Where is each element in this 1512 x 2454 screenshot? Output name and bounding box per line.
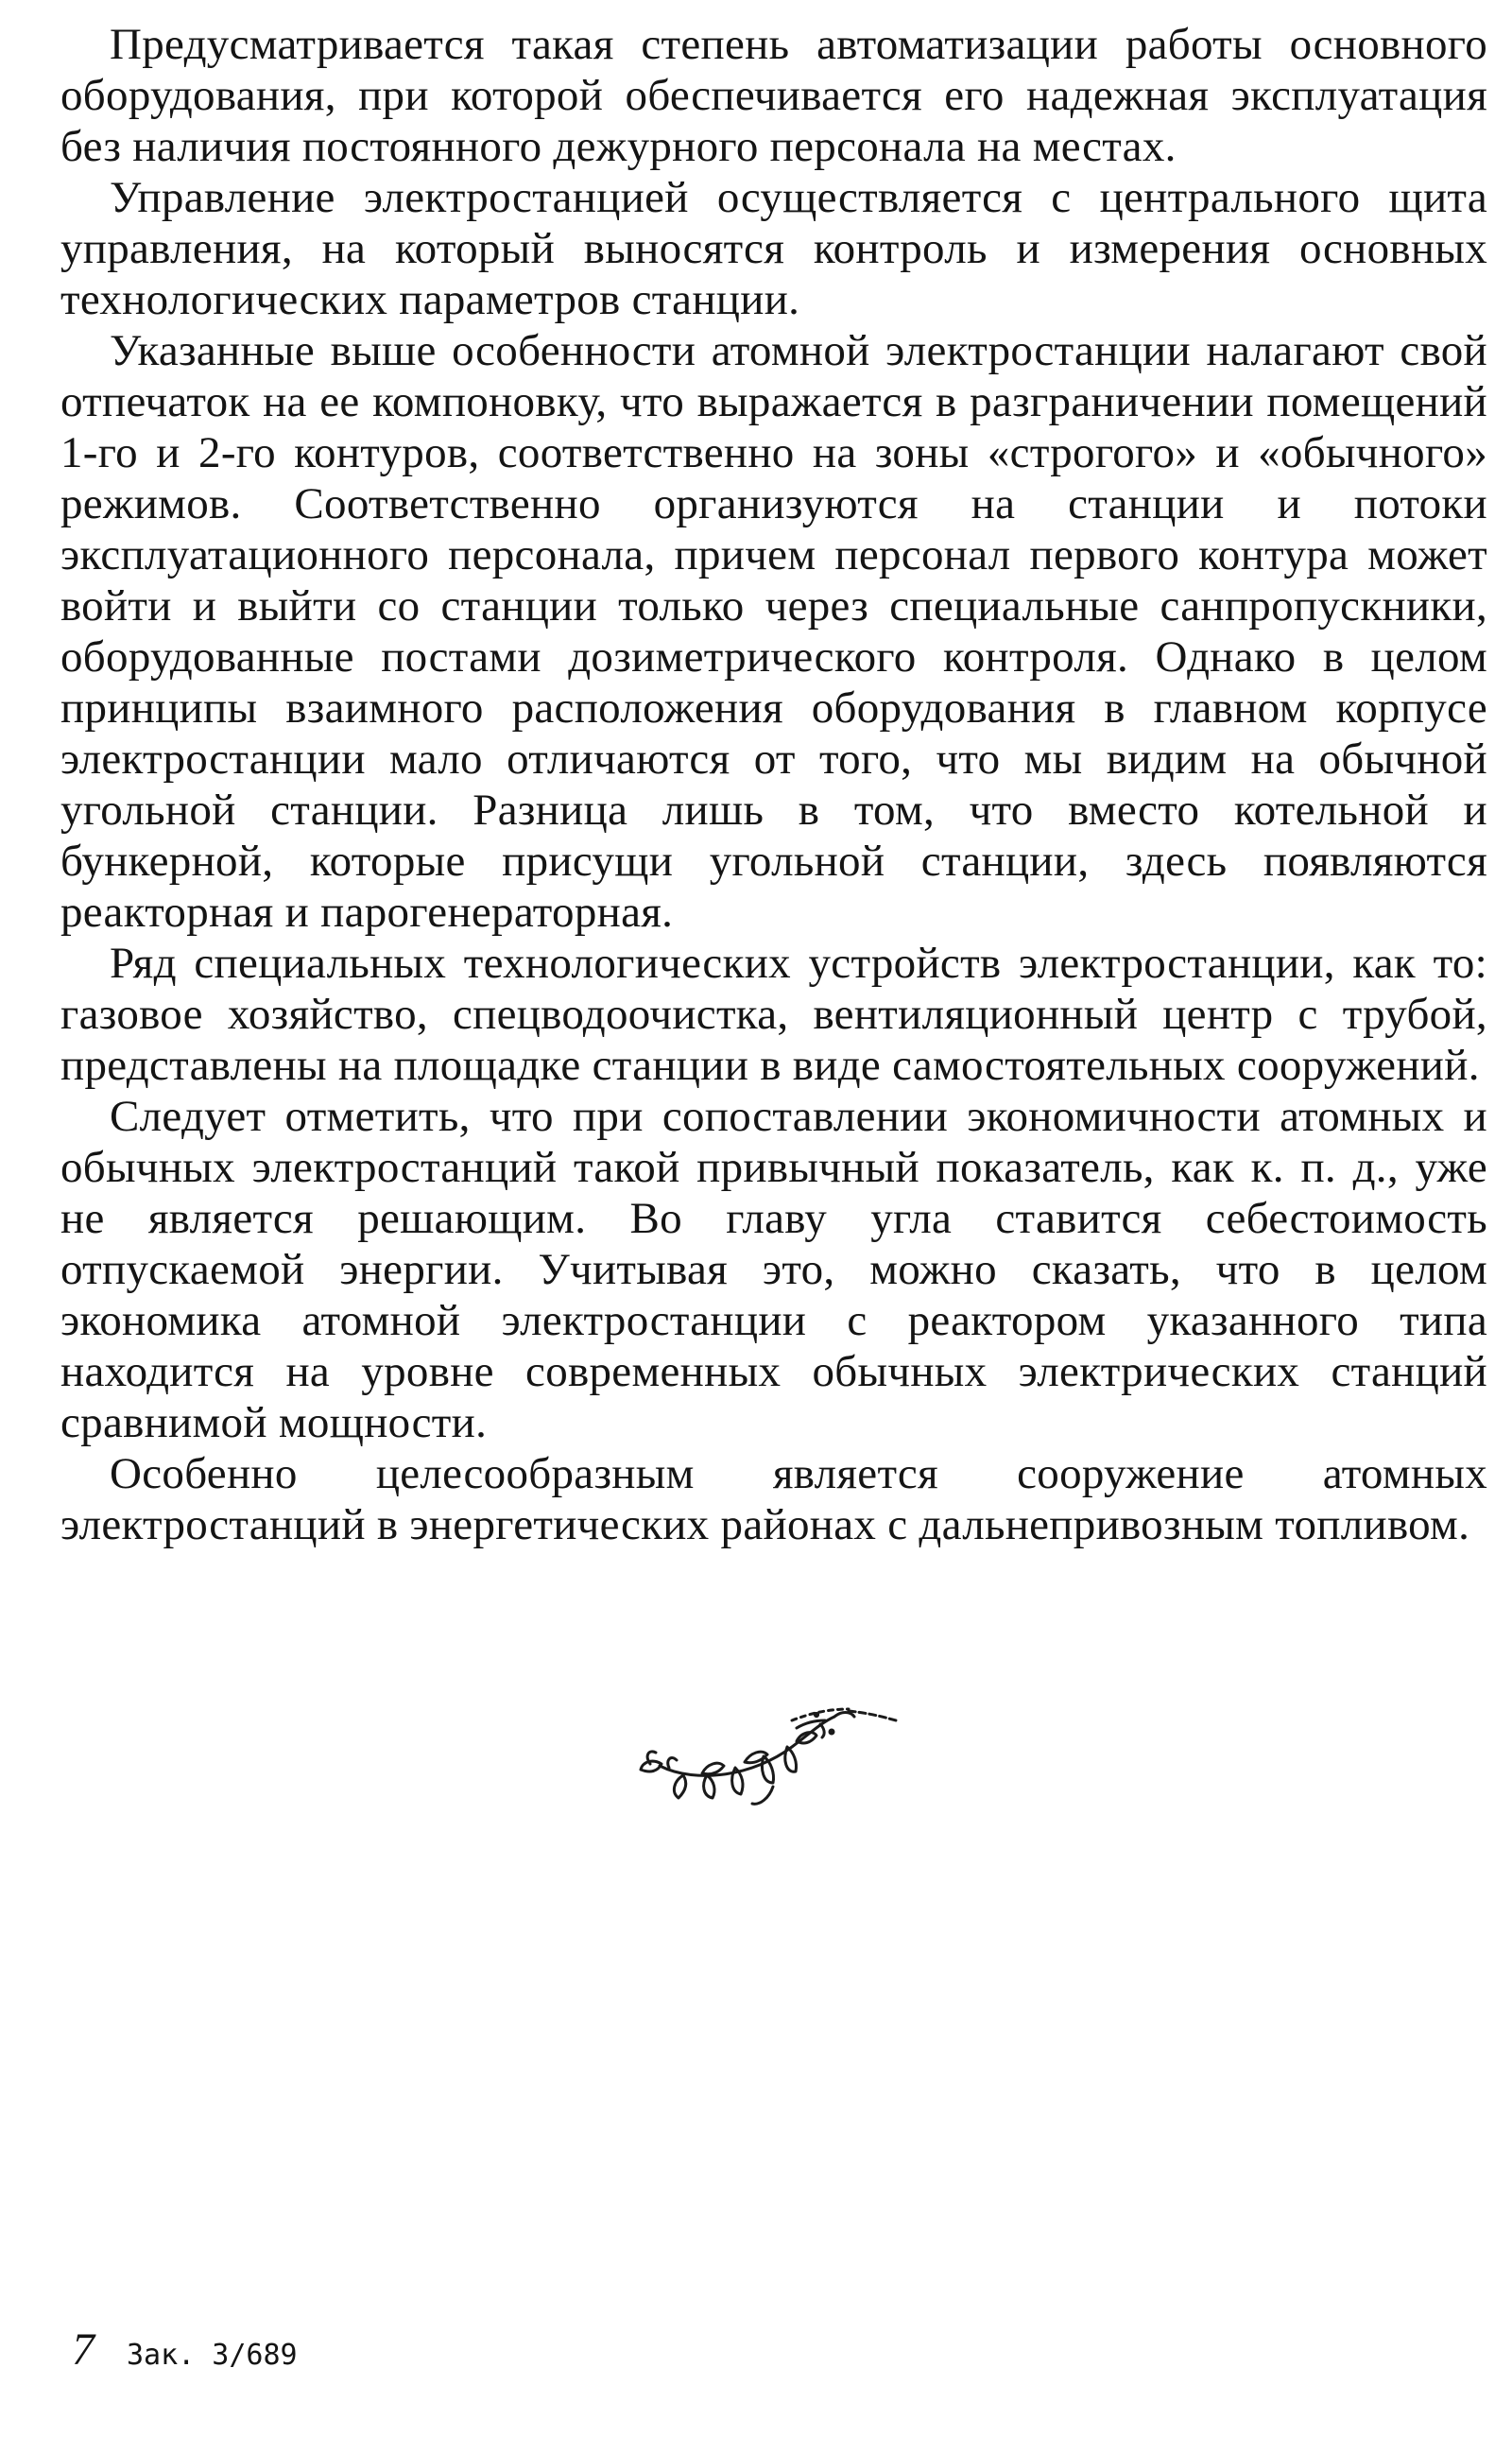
paragraph-automation: Предусматривается такая степень автоматизации работы основного оборудования, при которой обеспечивается его надежная эксплуатация без наличия постоянного дежурного персонала на местах. — [60, 20, 1487, 171]
paragraph-conclusion: Особенно целесообразным является сооружение атомных электростанций в энергетических районах с дальнепривозным топливом. — [60, 1449, 1487, 1549]
signature-number: 7 — [72, 2324, 94, 2375]
main-text — [60, 19, 1487, 1550]
paragraph-layout-features: Указанные выше особенности атомной электростанции налагают свой отпечаток на ее компоновку, что выражается в разграничении помещений 1-го и 2-го контуров, соответственно на зоны «строгого» и «обычного» режимов. Соответственно организуются на станции и потоки эксплуатационного персонала, причем персонал первого контура может войти и выйти со станции только через специальные санпропускники, оборудованные постами дозиметрического контроля. Однако в целом принципы взаимного расположения оборудования в главном корпусе электростанции мало отличаются от того, что мы видим на обычной угольной станции. Разница лишь в том, что вместо котельной и бункерной, которые присущи угольной станции, здесь появляются реакторная и парогенераторная. — [60, 326, 1487, 937]
paragraph-control-panel: Управление электростанцией осуществляется с центрального щита управления, на который выносятся контроль и измерения основных технологических параметров станции. — [60, 173, 1487, 324]
paragraph-economics: Следует отметить, что при сопоставлении экономичности атомных и обычных электростанций такой привычный показатель, как к. п. д., уже не является решающим. Во главу угла ставится себестоимость отпускаемой энергии. Учитывая это, можно сказать, что в целом экономика атомной электростанции с реактором указанного типа находится на уровне современных обычных электрических станций сравнимой мощности. — [60, 1092, 1487, 1447]
page-footer — [72, 2324, 298, 2376]
print-order-number: Зак. 3/689 — [127, 2339, 298, 2372]
laurel-sprig-icon — [631, 1700, 915, 1841]
paragraph-special-facilities: Ряд специальных технологических устройств электростанции, как то: газовое хозяйство, спецводоочистка, вентиляционный центр с трубой, представлены на площадке станции в виде самостоятельных сооружений. — [60, 939, 1487, 1090]
